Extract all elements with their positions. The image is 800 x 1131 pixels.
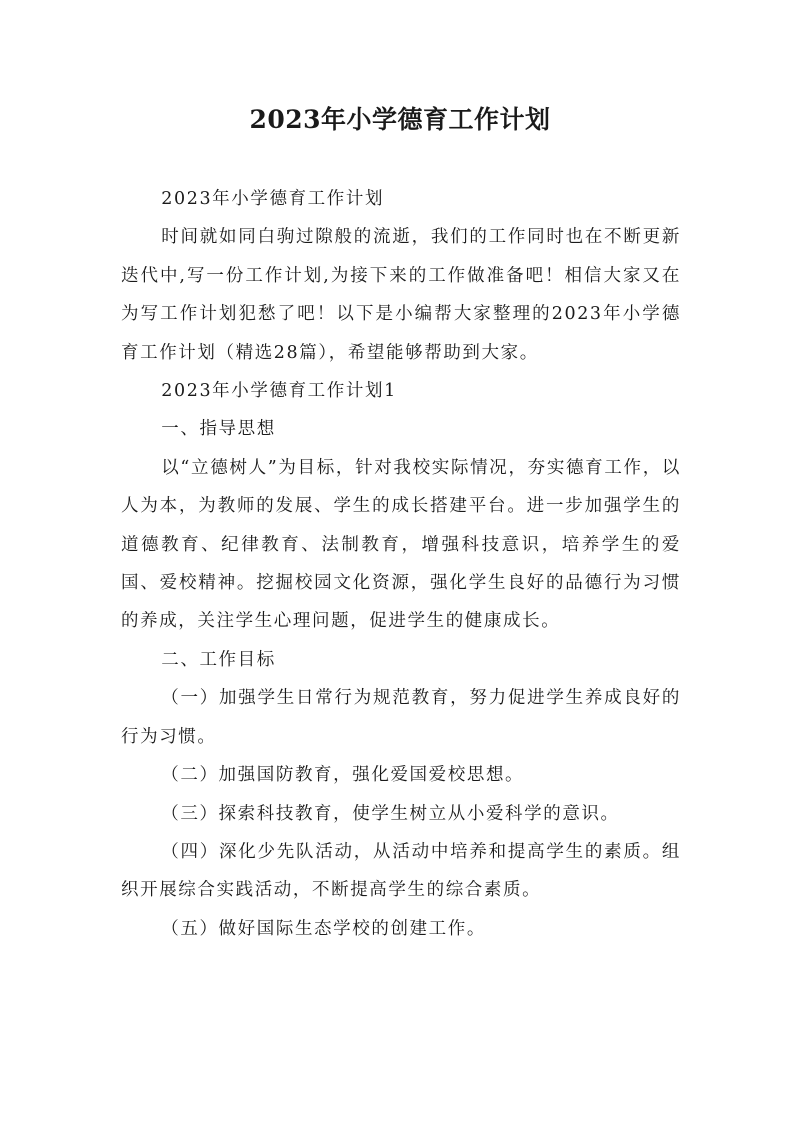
goal-item-2: （二）加强国防教育，强化爱国爱校思想。	[161, 765, 525, 786]
goal-item-4: （四）深化少先队活动，从活动中培养和提高学生的素质。组织开展综合实践活动，不断提高学生的综合素质。	[121, 841, 681, 901]
plan-1-heading: 2023年小学德育工作计划1	[161, 381, 397, 402]
document-body	[121, 180, 681, 948]
intro-paragraph: 时间就如同白驹过隙般的流逝，我们的工作同时也在不断更新迭代中,写一份工作计划,为接下来的工作做准备吧！相信大家又在为写工作计划犯愁了吧！以下是小编帮大家整理的2023年小学德育工作计划（精选28篇），希望能够帮助到大家。	[121, 227, 681, 363]
goal-item-3: （三）探索科技教育，使学生树立从小爱科学的意识。	[161, 803, 620, 824]
section-heading-work-goals: 二、工作目标	[161, 649, 276, 670]
document-title: 2023年小学德育工作计划	[249, 105, 551, 134]
plan-heading: 2023年小学德育工作计划	[161, 189, 385, 209]
goal-item-5: （五）做好国际生态学校的创建工作。	[161, 918, 486, 939]
guiding-ideology-paragraph: 以“立德树人”为目标，针对我校实际情况，夯实德育工作，以人为本，为教师的发展、学生的成长搭建平台。进一步加强学生的道德教育、纪律教育、法制教育，增强科技意识，培养学生的爱国、爱校精神。挖掘校园文化资源，强化学生良好的品德行为习惯的养成，关注学生心理问题，促进学生的健康成长。	[121, 457, 681, 632]
section-heading-guiding-ideology: 一、指导思想	[161, 419, 276, 440]
goal-item-1: （一）加强学生日常行为规范教育，努力促进学生养成良好的行为习惯。	[121, 688, 681, 747]
